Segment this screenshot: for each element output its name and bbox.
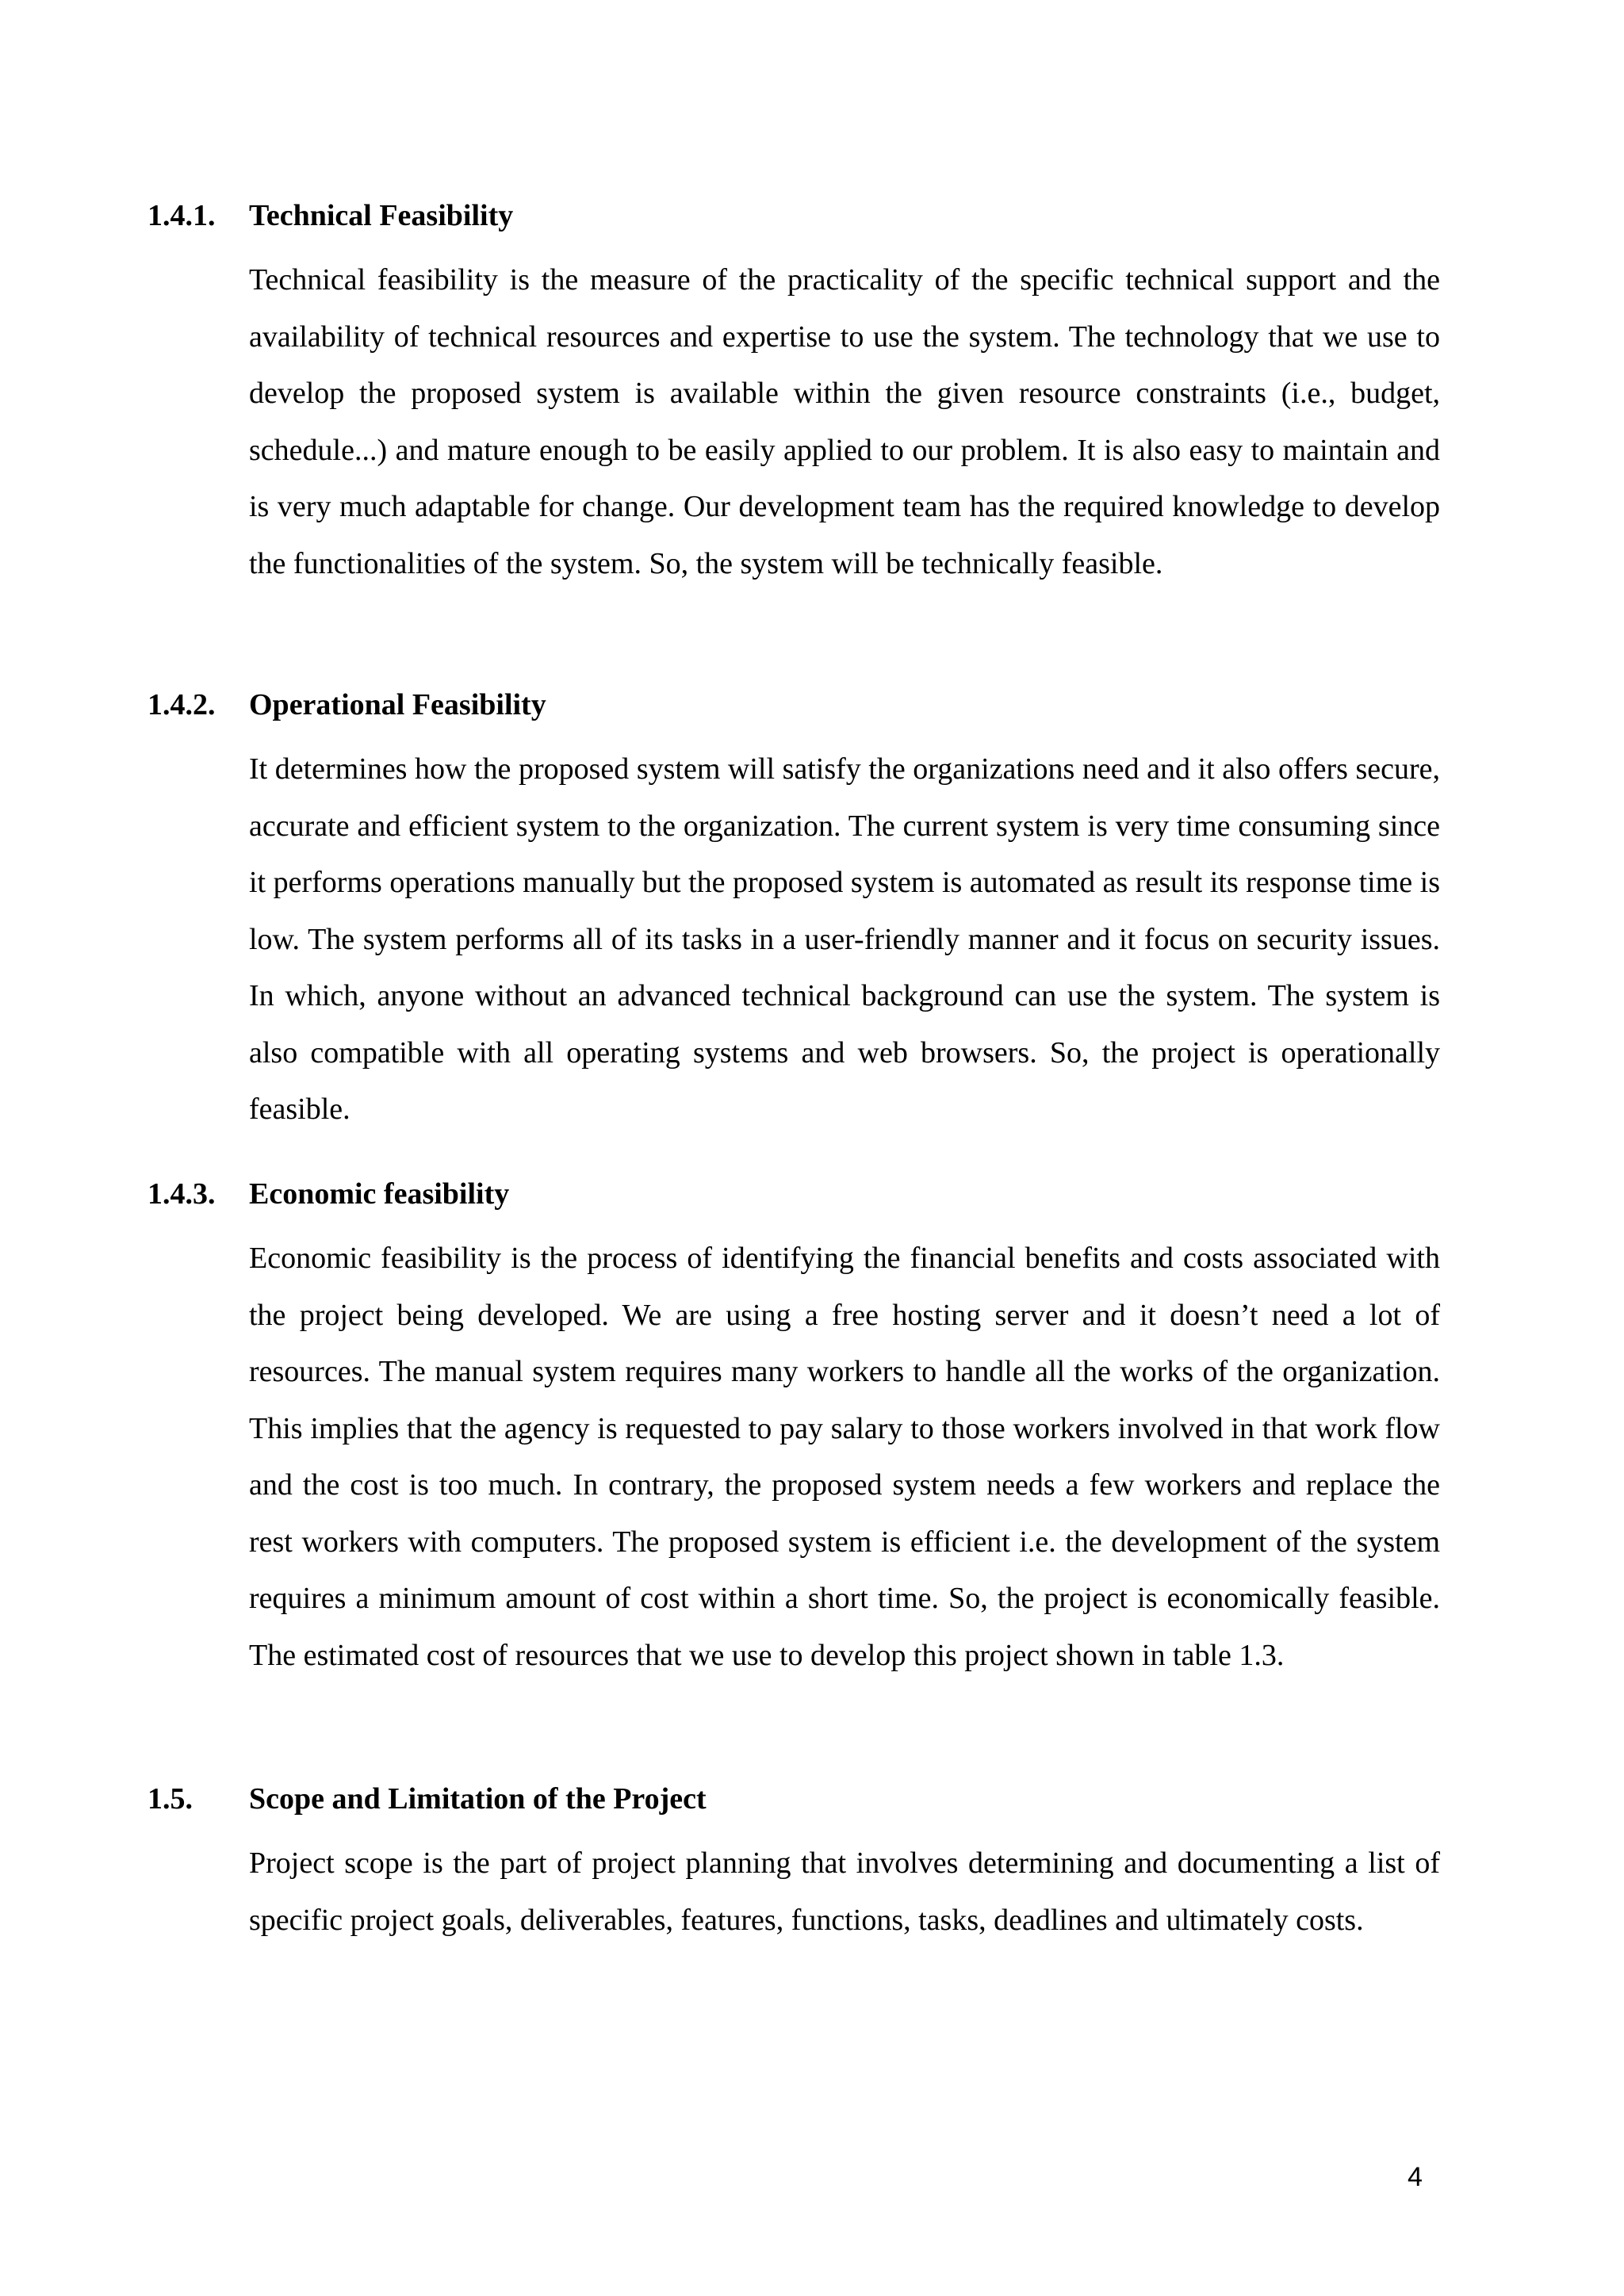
section-heading [147,1175,1448,1213]
section-heading [147,686,1448,724]
section-number: 1.4.2. [147,688,216,721]
section-title: Scope and Limitation of the Project [249,1782,707,1816]
section-operational-feasibility [147,686,1448,1138]
section-heading [147,197,1448,235]
section-number: 1.4.3. [147,1177,216,1211]
section-body: Technical feasibility is the measure of the practicality of the specific technical support and the availability of technical resources and expertise to use the system. The technology that we use to develop the proposed system is available within the given resource constraints (i.e., budget, schedule...) and mature enough to be easily applied to our problem. It is also easy to maintain and is very much adaptable for change. Our development team has the required knowledge to develop the functionalities of the system. So, the system will be technically feasible. [249,263,1440,580]
section-body: Economic feasibility is the process of identifying the financial benefits and costs associated with the project being developed. We are using a free hosting server and it doesn’t need a lot of resources. The manual system requires many workers to handle all the works of the organization. This implies that the agency is requested to pay salary to those workers involved in that work flow and the cost is too much. In contrary, the proposed system needs a few workers and replace the rest workers with computers. The proposed system is efficient i.e. the development of the system requires a minimum amount of cost within a short time. So, the project is economically feasible. The estimated cost of resources that we use to develop this project shown in table 1.3. [249,1242,1440,1672]
section-title: Operational Feasibility [249,688,546,721]
section-title: Economic feasibility [249,1177,510,1211]
section-title: Technical Feasibility [249,199,514,232]
page-number: 4 [1408,2162,1423,2192]
section-body: It determines how the proposed system will satisfy the organizations need and it also offers secure, accurate and efficient system to the organization. The current system is very time consuming since it performs operations manually but the proposed system is automated as result its response time is low. The system performs all of its tasks in a user-friendly manner and it focus on security issues. In which, anyone without an advanced technical background can use the system. The system is also compatible with all operating systems and web browsers. So, the project is operationally feasible. [249,752,1440,1126]
section-number: 1.5. [147,1782,193,1816]
section-technical-feasibility [147,197,1448,592]
section-scope-and-limitation [147,1780,1448,1949]
section-number: 1.4.1. [147,199,216,232]
section-heading [147,1780,1448,1818]
section-economic-feasibility [147,1175,1448,1684]
section-body: Project scope is the part of project planning that involves determining and documenting a list of specific project goals, deliverables, features, functions, tasks, deadlines and ultimately costs. [249,1846,1440,1937]
